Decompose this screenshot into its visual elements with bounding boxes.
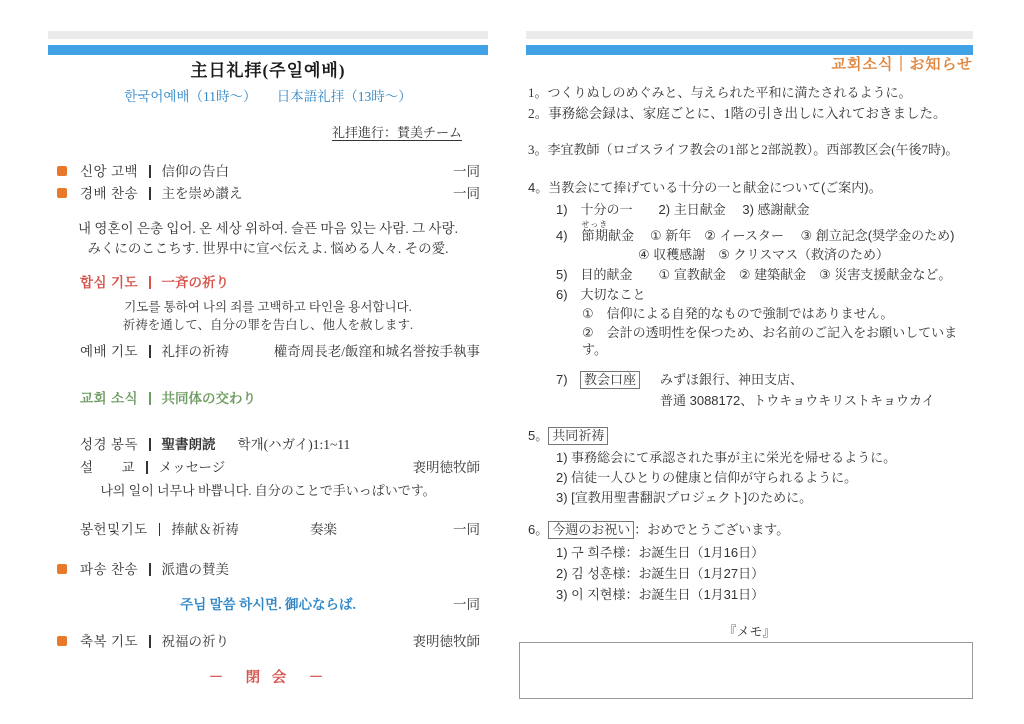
divider bbox=[149, 187, 151, 200]
order-row-confession bbox=[48, 162, 488, 181]
heading-jp: 共同体の交わり bbox=[161, 391, 257, 406]
blue-accent-bar bbox=[48, 45, 488, 55]
attendee-label: 一同 bbox=[453, 522, 480, 537]
announcements-header: 교회소식｜お知らせ bbox=[831, 56, 973, 73]
offering-guide-line-1: 1) 十分の一 2) 主日献金 3) 感謝献金 bbox=[556, 202, 810, 217]
order-label-jp: メッセージ bbox=[158, 460, 226, 475]
sending-hymn-text: 주님 말씀 하시면. 御心ならば. bbox=[180, 597, 356, 612]
offering-guide-line-tithe bbox=[526, 220, 973, 244]
attendee-label: 一同 bbox=[453, 164, 480, 179]
list-number: 7) bbox=[556, 372, 568, 387]
ruby-base: 節期 bbox=[581, 228, 609, 243]
offering-guide-line-4: 5) 目的献金 ① 宣教献金 ② 建築献金 ③ 災害支援献金など。 bbox=[556, 267, 952, 282]
joint-prayer-line-1: 1) 事務総会にて承認された事が主に栄光を帰せるように。 bbox=[556, 450, 897, 465]
order-label-kr: 봉헌및기도 bbox=[80, 522, 148, 537]
divider bbox=[149, 563, 151, 576]
memo-title: 『メモ』 bbox=[723, 624, 776, 639]
seasonal-offering-suffix: 献金 bbox=[608, 228, 635, 243]
order-label-jp: 聖書朗読 bbox=[161, 437, 216, 452]
account-box-label: 教会口座 bbox=[580, 371, 640, 389]
gray-accent-bar bbox=[526, 31, 973, 39]
announcement-item-1: 1。つくりぬしのめぐみと、与えられた平和に満たされるように。 bbox=[528, 85, 912, 100]
order-label-kr: 축복 기도 bbox=[80, 634, 139, 649]
joint-prayer-line-3: 3) [宣教用聖書翻訳プロジェクト]のために。 bbox=[556, 490, 813, 505]
account-bank: みずほ銀行、神田支店、 bbox=[660, 372, 804, 387]
divider bbox=[149, 165, 151, 178]
ruby-furigana: せっき bbox=[581, 220, 609, 229]
sending-hymn-row bbox=[48, 595, 488, 615]
attendee-label: 一同 bbox=[453, 186, 480, 201]
gray-accent-bar bbox=[48, 31, 488, 39]
offering-guide-line-6: ① 信仰による自発的なもので強制ではありません。 bbox=[582, 306, 894, 321]
attendee-label: 一同 bbox=[453, 597, 480, 612]
announcement-item-3: 3。李宜教師（ロゴスライフ教会の1部と2部説教）。西部教区会(午後7時)。 bbox=[528, 142, 959, 157]
order-label-kr: 파송 찬송 bbox=[80, 562, 139, 577]
joint-prayer-line-2: 2) 信徒一人ひとりの健康と信仰が守られるように。 bbox=[556, 470, 858, 485]
order-label-kr: 신앙 고백 bbox=[80, 164, 139, 179]
heading-jp: 一斉の祈り bbox=[161, 275, 230, 290]
order-row-praise bbox=[48, 184, 488, 203]
bullet-icon bbox=[57, 564, 67, 574]
worship-leader bbox=[48, 124, 488, 142]
order-label-jp: 信仰の告白 bbox=[161, 164, 230, 179]
bullet-icon bbox=[57, 188, 67, 198]
prayer-note-kr: 기도를 통하여 나의 죄를 고백하고 타인을 용서합니다. bbox=[124, 300, 412, 314]
heading-kr: 교회 소식 bbox=[80, 391, 139, 406]
list-number: 4) bbox=[556, 228, 568, 243]
order-label-jp: 主を崇め讃え bbox=[161, 186, 243, 201]
order-label-jp: 捧献＆祈祷 bbox=[171, 522, 239, 537]
order-label-kr: 성경 봉독 bbox=[80, 437, 139, 452]
celebration-greeting: ：おめでとうございます。 bbox=[634, 522, 790, 537]
order-label-kr: 예배 기도 bbox=[80, 344, 139, 359]
worship-title: 主日礼拝(주일예배) bbox=[190, 61, 346, 80]
announcement-item-2: 2。事務総会録は、家庭ごとに、1階の引き出しに入れておきました。 bbox=[528, 106, 947, 121]
list-number: 5。 bbox=[528, 428, 549, 443]
seasonal-offering-ruby bbox=[581, 220, 609, 243]
account-number: 普通 3088172、トウキョウキリストキョウカイ bbox=[660, 393, 935, 408]
hymn-line-kr: 내 영혼이 은총 입어. 온 세상 위하여. 슬픈 마음 있는 사람. 그 사랑. bbox=[77, 221, 459, 236]
order-row-sending bbox=[48, 560, 488, 579]
birthday-line-2: 2) 김 성훈様：お誕生日（1月27日） bbox=[556, 566, 765, 581]
seasonal-offering-list: ① 新年 ② イースター ③ 創立記念(奨学金のため) bbox=[650, 228, 955, 243]
celebration-heading bbox=[526, 521, 973, 539]
order-row-offering bbox=[48, 520, 488, 539]
service-language-times: 한국어예배（11時～） 日本語礼拝（13時～） bbox=[124, 89, 412, 104]
order-label-kr: 경배 찬송 bbox=[80, 186, 139, 201]
divider bbox=[149, 345, 151, 358]
birthday-line-3: 3) 이 지현様：お誕生日（1月31日） bbox=[556, 587, 765, 602]
blue-accent-bar bbox=[526, 45, 973, 55]
divider bbox=[149, 276, 151, 289]
bullet-icon bbox=[57, 636, 67, 646]
order-row-worship-prayer bbox=[48, 342, 488, 361]
hymn-line-jp: みくにのここちす. 世界中に宣べ伝えよ. 悩める人々. その愛. bbox=[87, 241, 449, 256]
prayer-note-jp: 祈祷を通して、自分の罪を告白し、他人を赦します. bbox=[122, 318, 414, 332]
order-row-blessing bbox=[48, 632, 488, 651]
order-row-sermon bbox=[48, 458, 488, 477]
order-label-jp: 派遣の賛美 bbox=[161, 562, 230, 577]
divider bbox=[149, 392, 151, 405]
order-label-kr: 설 교 bbox=[80, 460, 136, 475]
heading-kr: 합심 기도 bbox=[80, 275, 139, 290]
church-news-heading bbox=[48, 389, 488, 408]
order-row-scripture bbox=[48, 435, 488, 454]
worship-leader-label: 礼拝進行：賛美チーム bbox=[331, 125, 462, 140]
divider bbox=[149, 438, 151, 451]
memo-box bbox=[519, 642, 973, 699]
right-page bbox=[526, 0, 973, 699]
sermon-title: 나의 일이 너무나 바쁩니다. 自分のことで手いっぱいです。 bbox=[100, 483, 436, 498]
offering-music-label: 奏楽 bbox=[310, 522, 337, 537]
offering-guide-line-3: ④ 収穫感謝 ⑤ クリスマス（救済のため） bbox=[638, 247, 890, 262]
blessing-person: 裵明徳牧師 bbox=[412, 634, 480, 649]
prayer-person: 權奇周長老/飯窪和城名誉按手執事 bbox=[273, 344, 480, 359]
divider bbox=[146, 461, 148, 474]
order-label-jp: 礼拝の祈祷 bbox=[161, 344, 230, 359]
joint-prayer-box-label: 共同祈祷 bbox=[548, 427, 608, 445]
birthday-line-1: 1) 구 희주様：お誕生日（1月16日） bbox=[556, 545, 765, 560]
divider bbox=[149, 635, 151, 648]
offering-guide-line-5: 6) 大切なこと bbox=[556, 287, 646, 302]
preacher-name: 裵明徳牧師 bbox=[412, 460, 480, 475]
closing-line: － 閉 会 － bbox=[208, 670, 328, 686]
celebration-box-label: 今週のお祝い bbox=[548, 521, 634, 539]
left-page bbox=[48, 0, 488, 687]
divider bbox=[159, 523, 161, 536]
bullet-icon bbox=[57, 166, 67, 176]
joint-prayer-heading bbox=[526, 427, 973, 445]
church-account-row bbox=[526, 371, 973, 389]
order-label-jp: 祝福の祈り bbox=[161, 634, 230, 649]
united-prayer-heading bbox=[48, 273, 488, 292]
offering-guide-heading: 4。当教会にて捧げている十分の一と献金について(ご案内)。 bbox=[528, 180, 882, 195]
list-number: 6。 bbox=[528, 522, 549, 537]
scripture-reference: 학개(ハガイ)1:1~11 bbox=[237, 437, 351, 452]
offering-guide-line-7: ② 会計の透明性を保つため、お名前のご記入をお願いしています。 bbox=[582, 325, 958, 357]
